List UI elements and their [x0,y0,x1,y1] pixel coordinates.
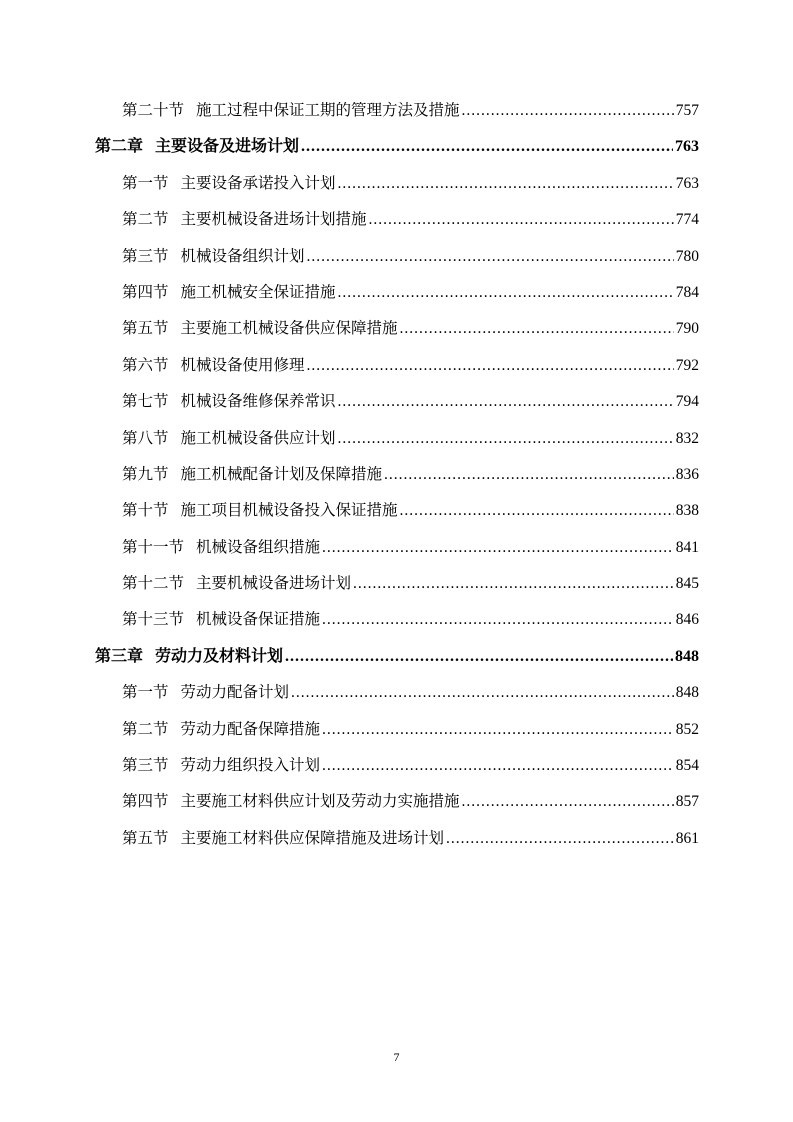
toc-entry[interactable] [95,638,699,674]
toc-entry[interactable] [95,92,699,128]
toc-entry-page: 846 [675,611,699,629]
toc-entry[interactable] [95,201,699,237]
toc-entry-title: 主要施工机械设备供应保障措施 [180,319,398,338]
dot-leader [322,530,674,566]
toc-entry[interactable] [95,347,699,383]
toc-entry-page: 848 [675,647,699,665]
toc-entry-title: 机械设备使用修理 [180,355,305,374]
toc-entry-title: 主要设备及进场计划 [155,136,300,156]
toc-entry-number: 第五节 [122,319,169,338]
toc-entry-page: 784 [675,283,699,301]
toc-entry-page: 861 [675,829,699,847]
toc-entry-number: 第一节 [122,683,169,702]
toc-entry-number: 第一节 [122,173,169,192]
toc-entry-page: 845 [675,575,699,593]
toc-entry-number: 第十三节 [122,610,185,629]
toc-entry-page: 792 [675,356,699,374]
toc-entry-title: 劳动力及材料计划 [155,645,284,665]
toc-entry-number: 第七节 [122,392,169,411]
toc-entry-page: 763 [675,174,699,192]
dot-leader [338,275,674,311]
toc-entry-title: 施工机械配备计划及保障措施 [180,464,383,483]
toc-entry-title: 机械设备保证措施 [196,610,321,629]
toc-entry-page: 790 [675,320,699,338]
toc-entry-title: 施工机械安全保证措施 [180,282,336,301]
toc-entry[interactable] [95,128,699,164]
toc-entry[interactable] [95,165,699,201]
toc-entry-title: 主要设备承诺投入计划 [180,173,336,192]
toc-entry-page: 774 [675,211,699,229]
dot-leader [462,93,674,129]
toc-entry[interactable] [95,783,699,819]
toc-entry-number: 第四节 [122,282,169,301]
toc-entry-number: 第十二节 [122,574,185,593]
dot-leader [369,202,674,238]
toc-entry[interactable] [95,492,699,528]
dot-leader [384,457,674,493]
toc-entry-number: 第二节 [122,210,169,229]
toc-entry-title: 主要机械设备进场计划措施 [180,210,367,229]
toc-entry-title: 主要机械设备进场计划 [196,574,352,593]
dot-leader [285,639,673,675]
toc-entry[interactable] [95,747,699,783]
toc-entry-title: 机械设备组织措施 [196,537,321,556]
toc-entry[interactable] [95,274,699,310]
dot-leader [400,493,674,529]
toc-entry-title: 机械设备组织计划 [180,246,305,265]
toc-entry[interactable] [95,601,699,637]
dot-leader [307,239,674,275]
toc-entry-title: 主要施工材料供应计划及劳动力实施措施 [180,792,460,811]
toc-entry-number: 第二节 [122,719,169,738]
toc-entry-page: 836 [675,465,699,483]
dot-leader [462,784,674,820]
dot-leader [322,748,674,784]
toc-entry[interactable] [95,383,699,419]
toc-entry[interactable] [95,310,699,346]
toc-entry-page: 841 [675,538,699,556]
toc-entry-number: 第八节 [122,428,169,447]
toc-entry[interactable] [95,674,699,710]
toc-entry-page: 832 [675,429,699,447]
toc-entry-title: 劳动力配备保障措施 [180,719,321,738]
toc-entry-title: 施工机械设备供应计划 [180,428,336,447]
table-of-contents [95,92,699,856]
dot-leader [338,166,674,202]
dot-leader [400,311,674,347]
toc-entry-page: 854 [675,757,699,775]
toc-entry[interactable] [95,238,699,274]
toc-entry[interactable] [95,529,699,565]
toc-entry-page: 838 [675,502,699,520]
toc-entry-title: 施工项目机械设备投入保证措施 [180,501,398,520]
toc-entry-page: 757 [675,102,699,119]
toc-entry[interactable] [95,711,699,747]
toc-entry[interactable] [95,565,699,601]
toc-entry-page: 794 [675,393,699,411]
toc-entry[interactable] [95,420,699,456]
toc-entry-title: 机械设备维修保养常识 [180,392,336,411]
toc-entry-number: 第三节 [122,756,169,775]
dot-leader [291,675,674,711]
toc-entry-number: 第十一节 [122,537,185,556]
toc-entry-title: 劳动力配备计划 [180,683,290,702]
dot-leader [338,421,674,457]
toc-entry-number: 第四节 [122,792,169,811]
toc-entry-number: 第三章 [95,645,144,665]
dot-leader [307,348,674,384]
toc-entry-page: 857 [675,793,699,811]
toc-entry-page: 852 [675,720,699,738]
dot-leader [446,821,674,857]
toc-entry-number: 第十节 [122,501,169,520]
toc-entry-number: 第三节 [122,246,169,265]
toc-entry-number: 第九节 [122,464,169,483]
toc-entry-page: 763 [675,138,699,156]
toc-entry-page: 780 [675,247,699,265]
dot-leader [301,129,673,165]
dot-leader [322,602,674,638]
dot-leader [322,712,674,748]
page-number: 7 [393,1050,400,1064]
toc-entry[interactable] [95,820,699,856]
toc-entry-title: 主要施工材料供应保障措施及进场计划 [180,828,445,847]
toc-entry-title: 劳动力组织投入计划 [180,756,321,775]
toc-entry-number: 第二章 [95,136,144,156]
toc-entry-page: 848 [675,684,699,702]
toc-entry-number: 第二十节 [122,101,185,119]
dot-leader [338,384,674,420]
toc-entry-number: 第六节 [122,355,169,374]
toc-entry-number: 第五节 [122,828,169,847]
dot-leader [353,566,674,602]
toc-entry[interactable] [95,456,699,492]
toc-entry-title: 施工过程中保证工期的管理方法及措施 [196,101,460,119]
